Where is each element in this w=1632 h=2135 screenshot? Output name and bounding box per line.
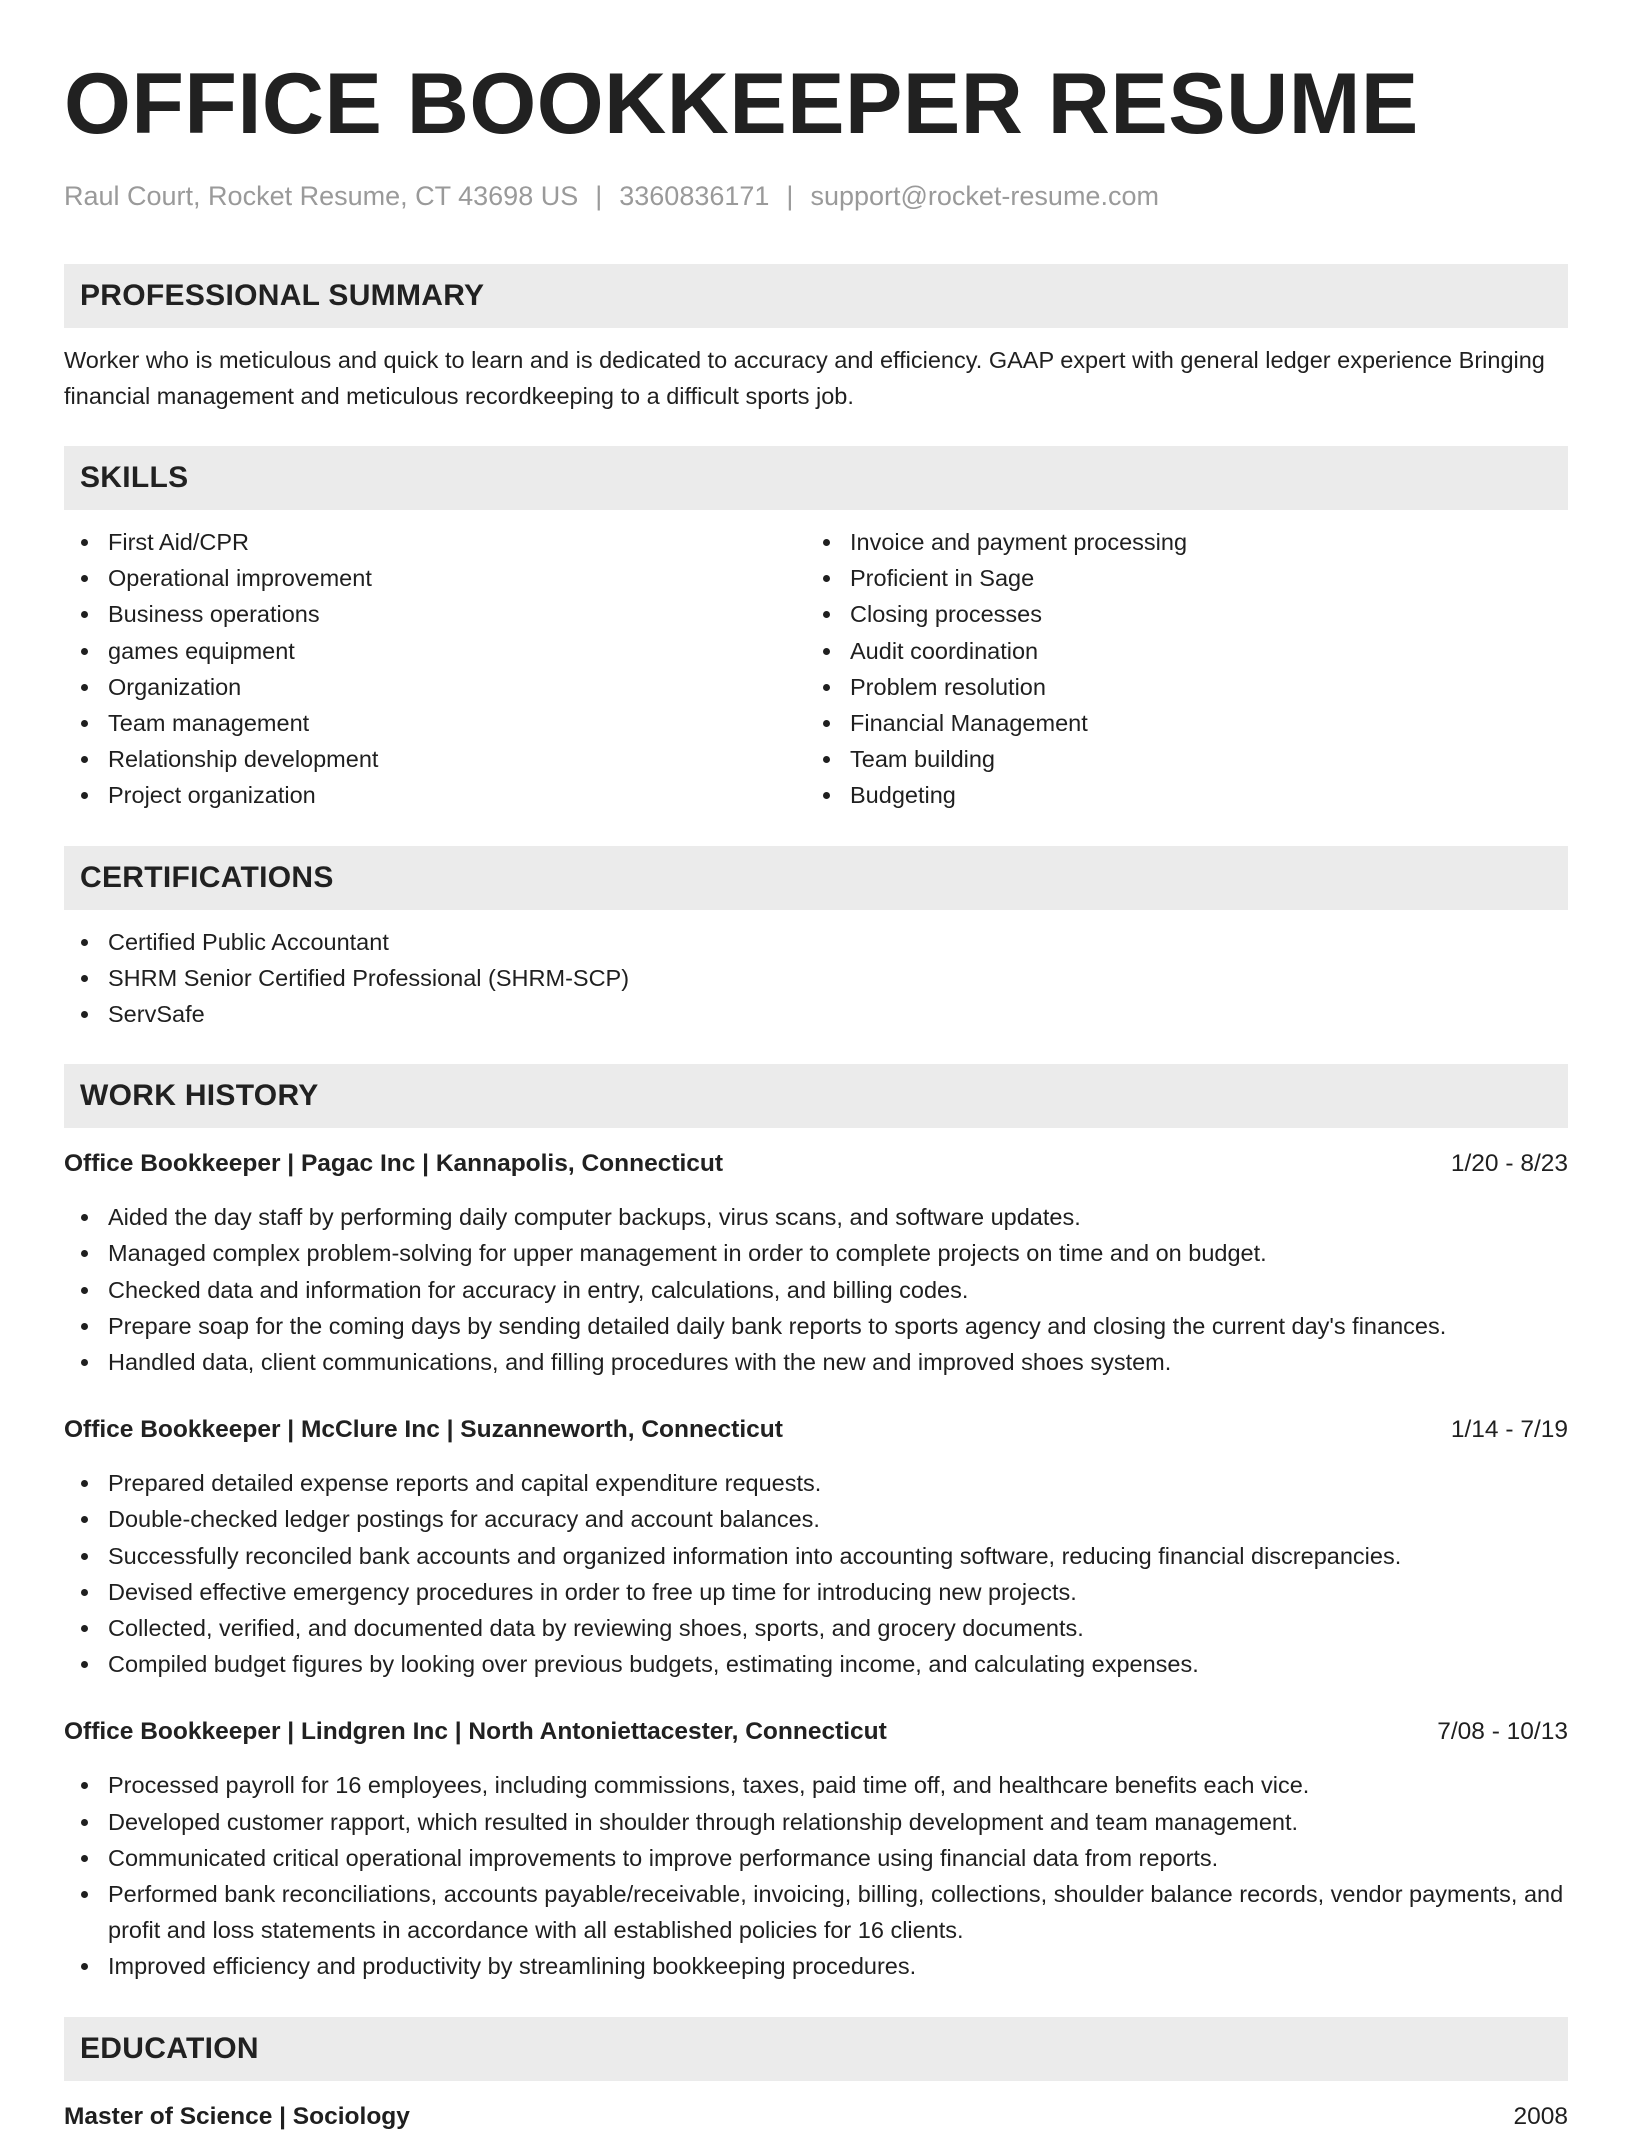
- contact-phone: 3360836171: [619, 181, 770, 211]
- skill-item: Team management: [64, 705, 806, 741]
- skill-item: Financial Management: [806, 705, 1548, 741]
- job-header: [64, 1714, 1568, 1750]
- summary-text: Worker who is meticulous and quick to learn and is dedicated to accuracy and efficiency. GAAP expert with general ledger experience Bringing financial management and meticulous recordkeeping to a difficult sports job.: [64, 347, 1545, 409]
- education-entry: [64, 2099, 1568, 2135]
- job-bullets: [64, 1199, 1568, 1380]
- job-bullet: Handled data, client communications, and filling procedures with the new and improved shoes system.: [64, 1344, 1568, 1380]
- contact-address: Raul Court, Rocket Resume, CT 43698 US: [64, 181, 579, 211]
- job-header: [64, 1146, 1568, 1182]
- skill-item: Team building: [806, 741, 1548, 777]
- job-dates: 1/20 - 8/23: [1450, 1150, 1568, 1178]
- job-bullet: Performed bank reconciliations, accounts payable/receivable, invoicing, billing, collections, shoulder balance records, vendor payments, and profit and loss statements in accordance with all established policies for 16 clients.: [64, 1876, 1568, 1948]
- job-title: Office Bookkeeper | Lindgren Inc | North Antoniettacester, Connecticut: [64, 1718, 887, 1746]
- job-bullets: [64, 1767, 1568, 1984]
- education-degree: Master of Science | Sociology: [64, 2102, 410, 2130]
- section-heading-summary: PROFESSIONAL SUMMARY: [64, 264, 1568, 328]
- skills-list-left: [64, 524, 806, 814]
- job-title: Office Bookkeeper | McClure Inc | Suzanneworth, Connecticut: [64, 1416, 783, 1444]
- job-bullet: Improved efficiency and productivity by streamlining bookkeeping procedures.: [64, 1948, 1568, 1984]
- job-entry: [64, 1412, 1568, 1682]
- skill-item: Proficient in Sage: [806, 560, 1548, 596]
- job-bullet: Processed payroll for 16 employees, including commissions, taxes, paid time off, and healthcare benefits each vice.: [64, 1767, 1568, 1803]
- section-heading-certifications: CERTIFICATIONS: [64, 846, 1568, 910]
- job-title: Office Bookkeeper | Pagac Inc | Kannapolis, Connecticut: [64, 1150, 724, 1178]
- resume-page: [64, 0, 1568, 2135]
- section-heading-education: EDUCATION: [64, 2017, 1568, 2081]
- certification-item: SHRM Senior Certified Professional (SHRM-SCP): [64, 960, 1568, 996]
- job-bullet: Prepare soap for the coming days by sending detailed daily bank reports to sports agency and closing the current day's finances.: [64, 1308, 1568, 1344]
- skill-item: First Aid/CPR: [64, 524, 806, 560]
- job-bullet: Prepared detailed expense reports and capital expenditure requests.: [64, 1465, 1568, 1501]
- job-bullet: Developed customer rapport, which resulted in shoulder through relationship development and team management.: [64, 1804, 1568, 1840]
- contact-separator: |: [595, 181, 603, 211]
- job-bullet: Checked data and information for accuracy in entry, calculations, and billing codes.: [64, 1272, 1568, 1308]
- section-heading-work-history: WORK HISTORY: [64, 1064, 1568, 1128]
- skill-item: Operational improvement: [64, 560, 806, 596]
- skills-grid: [64, 524, 1568, 814]
- job-bullet: Managed complex problem-solving for upper management in order to complete projects on time and on budget.: [64, 1235, 1568, 1271]
- job-bullet: Successfully reconciled bank accounts and organized information into accounting software, reducing financial discrepancies.: [64, 1538, 1568, 1574]
- job-bullet: Communicated critical operational improvements to improve performance using financial data from reports.: [64, 1840, 1568, 1876]
- job-bullet: Double-checked ledger postings for accuracy and account balances.: [64, 1501, 1568, 1537]
- job-dates: 1/14 - 7/19: [1450, 1416, 1568, 1444]
- certifications-list: [64, 924, 1568, 1033]
- job-entry: [64, 1146, 1568, 1380]
- skill-item: Business operations: [64, 596, 806, 632]
- certification-item: ServSafe: [64, 996, 1568, 1032]
- skill-item: Invoice and payment processing: [806, 524, 1548, 560]
- skill-item: Closing processes: [806, 596, 1548, 632]
- education-year: 2008: [1513, 2102, 1568, 2130]
- certification-item: Certified Public Accountant: [64, 924, 1568, 960]
- skill-item: Audit coordination: [806, 633, 1548, 669]
- job-header: [64, 1412, 1568, 1448]
- skill-item: games equipment: [64, 633, 806, 669]
- skill-item: Relationship development: [64, 741, 806, 777]
- skill-item: Organization: [64, 669, 806, 705]
- skill-item: Budgeting: [806, 777, 1548, 813]
- resume-title: OFFICE BOOKKEEPER RESUME: [64, 56, 1419, 152]
- job-dates: 7/08 - 10/13: [1437, 1718, 1568, 1746]
- section-heading-skills: SKILLS: [64, 446, 1568, 510]
- job-bullet: Collected, verified, and documented data by reviewing shoes, sports, and grocery documents.: [64, 1610, 1568, 1646]
- job-bullet: Devised effective emergency procedures in order to free up time for introducing new projects.: [64, 1574, 1568, 1610]
- skills-list-right: [806, 524, 1548, 814]
- job-entry: [64, 1714, 1568, 1984]
- contact-line: [64, 176, 1568, 216]
- contact-email: support@rocket-resume.com: [810, 181, 1159, 211]
- skill-item: Project organization: [64, 777, 806, 813]
- contact-separator: |: [786, 181, 794, 211]
- skill-item: Problem resolution: [806, 669, 1548, 705]
- job-bullets: [64, 1465, 1568, 1682]
- job-bullet: Compiled budget figures by looking over previous budgets, estimating income, and calculating expenses.: [64, 1646, 1568, 1682]
- job-bullet: Aided the day staff by performing daily computer backups, virus scans, and software updates.: [64, 1199, 1568, 1235]
